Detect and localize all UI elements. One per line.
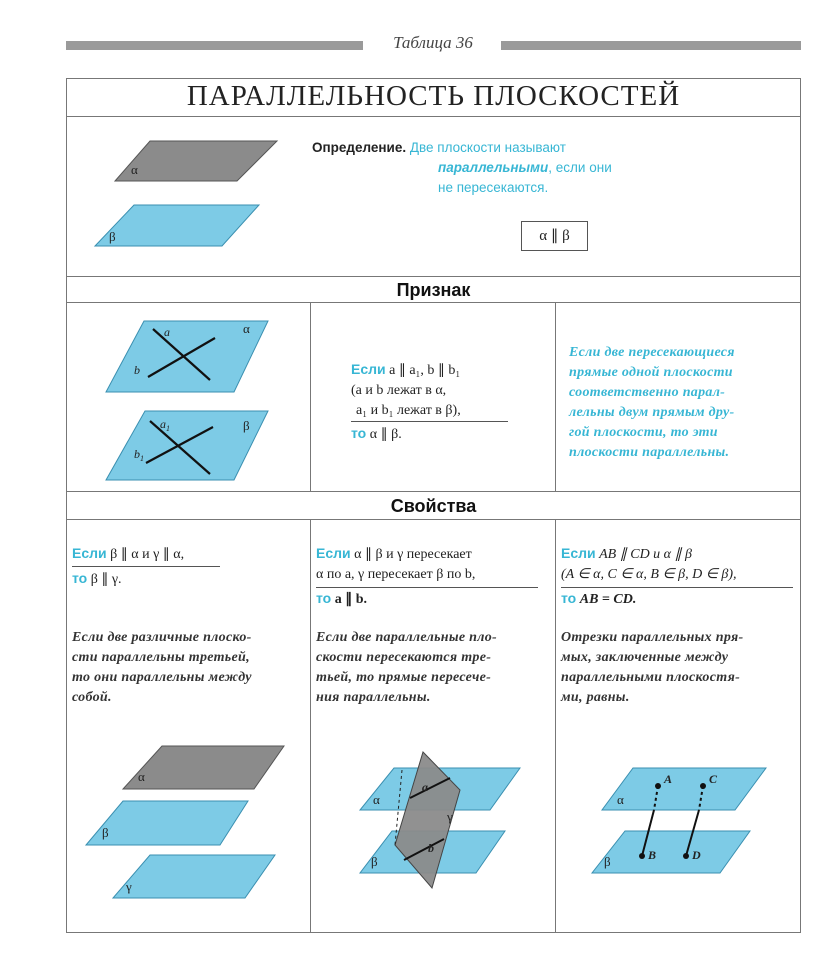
property3-then: то xyxy=(561,590,577,606)
criterion-b1-sub: 1 xyxy=(140,454,144,463)
criterion-a1-letter: a xyxy=(160,417,166,431)
property1-then: то xyxy=(72,570,88,586)
property3-text-line: мых, заключенные между xyxy=(561,650,729,665)
property3-line1: AB ∥ CD и α ∥ β xyxy=(599,547,692,562)
criterion-alpha-label: α xyxy=(243,321,250,336)
property3-c-label: C xyxy=(709,772,718,786)
criterion-formula-line3: a₁ и b₁ лежат в β), xyxy=(356,403,461,418)
property3-text-line: параллельными плоскостя- xyxy=(561,670,741,685)
property3-point-a xyxy=(655,783,661,789)
property1-text-line: Если две различные плоско- xyxy=(72,630,252,645)
property2-a-label: a xyxy=(422,780,428,794)
criterion-beta-label: β xyxy=(243,418,250,433)
property1-line2: β ∥ γ. xyxy=(90,572,122,587)
criterion-a1-sub: 1 xyxy=(166,424,170,433)
property1-text-line: то они параллельны между xyxy=(72,670,252,685)
property2-text-line: скости пересекаются тре- xyxy=(316,650,492,665)
property2-line3: a ∥ b. xyxy=(334,592,368,607)
criterion-text-line: лельны двум прямым дру- xyxy=(569,405,735,420)
criterion-text-line: соответственно парал- xyxy=(569,385,726,400)
criterion-text-line: Если две пересекающиеся xyxy=(569,345,735,360)
property3-point-b xyxy=(639,853,645,859)
parallel-notation: α ∥ β xyxy=(521,221,588,251)
property3-text-line: ми, равны. xyxy=(561,690,630,705)
property2-alpha-label: α xyxy=(373,792,380,807)
property3-text-line: Отрезки параллельных пря- xyxy=(561,630,744,645)
criterion-if: Если xyxy=(351,361,386,377)
property2-beta-label: β xyxy=(371,854,378,869)
criterion-formula-line4: α ∥ β. xyxy=(369,427,402,442)
property3-plane-alpha xyxy=(602,768,766,810)
property2-text-line: ния параллельны. xyxy=(316,690,431,705)
property1-beta-label: β xyxy=(102,825,109,840)
property1-gamma-label: γ xyxy=(126,879,132,894)
property1-line1: β ∥ α и γ ∥ α, xyxy=(110,547,185,562)
definition-label: Определение. xyxy=(312,140,407,155)
property3-beta-label: β xyxy=(604,854,611,869)
property3-if: Если xyxy=(561,545,596,561)
property1-text-line: собой. xyxy=(72,690,112,705)
definition-term: параллельными xyxy=(438,160,549,175)
property2-line1: α ∥ β и γ пересекает xyxy=(354,547,472,562)
table-label: Таблица 36 xyxy=(393,33,473,52)
property3-b-label: B xyxy=(648,848,657,862)
property2-text-line: Если две параллельные пло- xyxy=(316,630,498,645)
property2-if: Если xyxy=(316,545,351,561)
property2-line2: α по a, γ пересекает β по b, xyxy=(316,567,476,582)
property3-d-label: D xyxy=(692,848,701,862)
definition-line3: не пересекаются. xyxy=(438,180,549,195)
criterion-text-line: прямые одной плоскости xyxy=(569,365,733,380)
property3-a-label: A xyxy=(664,772,673,786)
property2-gamma-label: γ xyxy=(447,809,453,824)
criterion-then: то xyxy=(351,425,367,441)
property3-alpha-label: α xyxy=(617,792,624,807)
property3-plane-beta xyxy=(592,831,750,873)
criterion-text-line: гой плоскости, то эти xyxy=(569,425,718,440)
property3-point-d xyxy=(683,853,689,859)
property2-then: то xyxy=(316,590,332,606)
criterion-a-label: a xyxy=(164,325,170,339)
property3-line3: AB = CD. xyxy=(579,592,637,607)
property2-b-label: b xyxy=(428,841,434,855)
properties-heading: Свойства xyxy=(390,496,477,516)
property3-line2: (A ∈ α, C ∈ α, B ∈ β, D ∈ β), xyxy=(561,567,737,582)
criterion-formula-line2: (a и b лежат в α, xyxy=(351,383,447,398)
property1-alpha-label: α xyxy=(138,769,145,784)
criterion-b-label: b xyxy=(134,363,140,377)
property2-text-line: тьей, то прямые пересече- xyxy=(316,670,492,685)
property1-if: Если xyxy=(72,545,107,561)
property3-point-c xyxy=(700,783,706,789)
definition-line1: Две плоскости называют xyxy=(409,140,566,155)
plane-alpha-label: α xyxy=(131,162,138,177)
criterion-heading: Признак xyxy=(396,280,471,300)
criterion-formula-line1: a ∥ a₁, b ∥ b₁ xyxy=(389,363,461,378)
property1-text-line: сти параллельны третьей, xyxy=(72,650,250,665)
plane-beta-label: β xyxy=(109,229,116,244)
page-title: ПАРАЛЛЕЛЬНОСТЬ ПЛОСКОСТЕЙ xyxy=(186,80,681,112)
criterion-text-line: плоскости параллельны. xyxy=(569,445,730,460)
definition-line2: , если они xyxy=(548,160,612,175)
criterion-b1-letter: b xyxy=(134,447,140,461)
